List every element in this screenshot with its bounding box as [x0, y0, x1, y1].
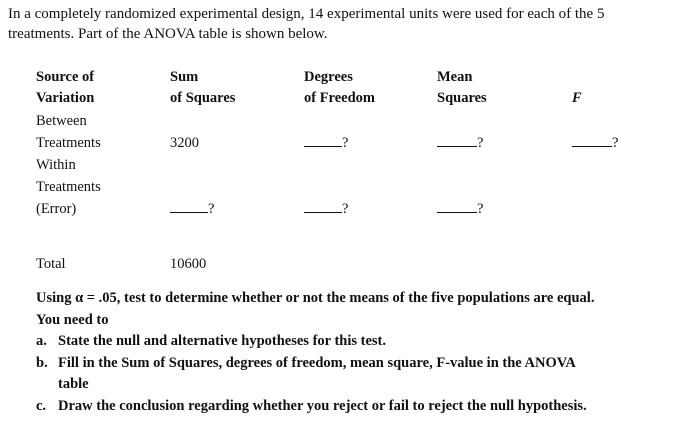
ss-error-blank[interactable] [170, 199, 214, 219]
blank-line [304, 200, 342, 213]
row-within-line2: Treatments [36, 179, 101, 195]
f-value-blank[interactable] [572, 133, 618, 153]
instruction-item-b-cont [36, 374, 89, 395]
df-treatments-blank[interactable] [304, 133, 348, 153]
header-source-line2: Variation [36, 90, 95, 106]
header-df-line1: Degrees [304, 69, 353, 85]
intro-line-2: treatments. Part of the ANOVA table is shown below. [8, 26, 328, 42]
item-text: table [58, 376, 89, 392]
blank-line [437, 200, 477, 213]
ms-treatments-blank[interactable] [437, 133, 483, 153]
df-error-blank[interactable] [304, 199, 348, 219]
header-ms-line2: Squares [437, 90, 487, 106]
row-between-line2: Treatments [36, 135, 101, 151]
blank-line [572, 134, 612, 147]
header-ms-line1: Mean [437, 69, 473, 85]
header-source-line1: Source of [36, 69, 95, 85]
row-total: Total [36, 256, 66, 272]
ss-total-value: 10600 [170, 256, 207, 272]
instruction-item-a [36, 331, 386, 352]
header-df-line2: of Freedom [304, 90, 375, 106]
unknown-marker: ? [208, 201, 215, 217]
item-text: Fill in the Sum of Squares, degrees of freedom, mean square, F-value in the ANOVA [58, 355, 576, 371]
instruction-item-b [36, 353, 576, 374]
ms-error-blank[interactable] [437, 199, 483, 219]
blank-line [170, 200, 208, 213]
header-ss-line1: Sum [170, 69, 199, 85]
item-marker: b. [36, 355, 48, 371]
unknown-marker: ? [342, 201, 349, 217]
instruction-line-2: You need to [36, 312, 109, 328]
blank-line [304, 134, 342, 147]
row-within-line3: (Error) [36, 201, 77, 217]
row-between-line1: Between [36, 113, 87, 129]
item-text: State the null and alternative hypotheses for this test. [58, 333, 386, 349]
unknown-marker: ? [477, 201, 484, 217]
unknown-marker: ? [477, 135, 484, 151]
item-marker: c. [36, 398, 47, 414]
blank-line [437, 134, 477, 147]
instruction-item-c [36, 396, 587, 417]
row-within-line1: Within [36, 157, 76, 173]
header-ss-line2: of Squares [170, 90, 236, 106]
header-f: F [572, 90, 582, 106]
instruction-line-1: Using α = .05, test to determine whether or not the means of the five populations are equal. [36, 290, 595, 306]
item-text: Draw the conclusion regarding whether you reject or fail to reject the null hypothesis. [58, 398, 587, 414]
unknown-marker: ? [342, 135, 349, 151]
intro-line-1: In a completely randomized experimental design, 14 experimental units were used for each of the 5 [8, 6, 605, 22]
unknown-marker: ? [612, 135, 619, 151]
ss-treatments-value: 3200 [170, 135, 199, 151]
item-marker: a. [36, 333, 47, 349]
